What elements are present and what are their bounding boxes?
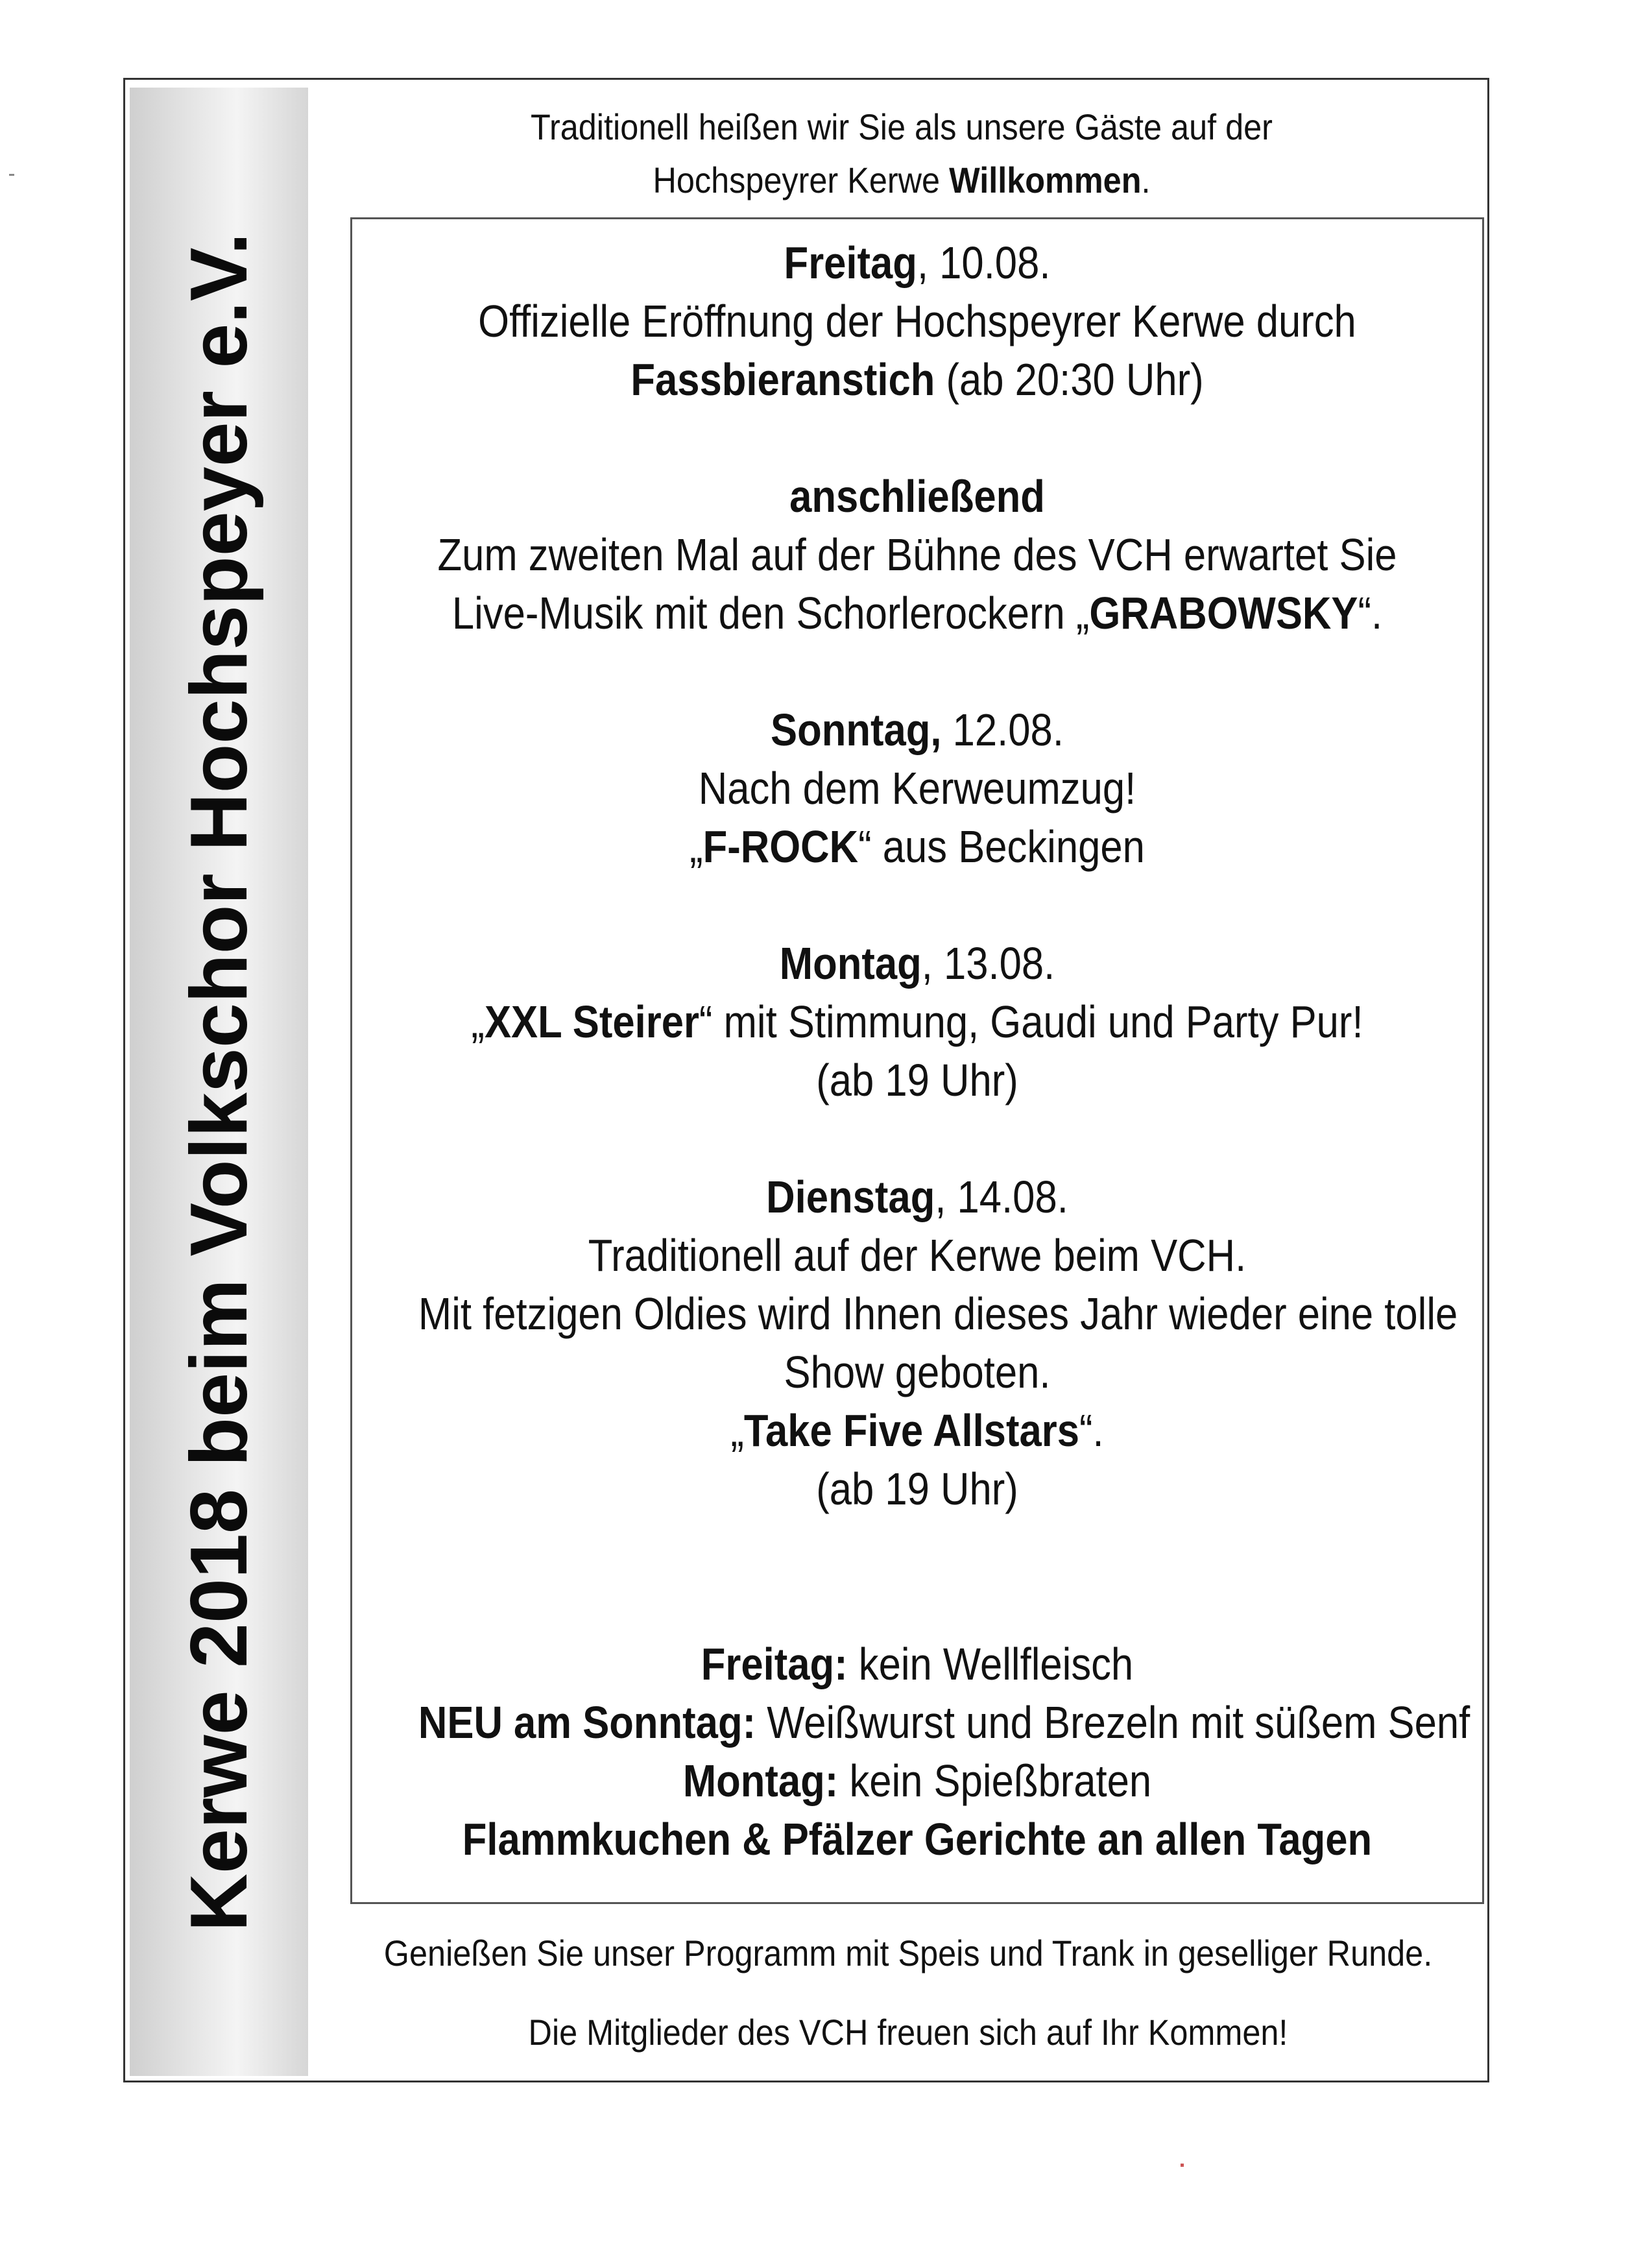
afterwards-heading: [418, 467, 1416, 525]
food-sunday: [418, 1693, 1470, 1752]
intro-text: [440, 101, 1363, 207]
tuesday-line-2: Mit fetzigen Oldies wird Ihnen dieses Jahr wieder eine tolle: [418, 1288, 1458, 1339]
afterwards-line-2: [418, 584, 1416, 642]
afterwards-line-2-prefix: Live-Musik mit den Schorlerockern „: [451, 588, 1090, 638]
program-list: [350, 234, 1484, 1868]
food-friday-text: kein Wellfleisch: [847, 1639, 1134, 1689]
scan-speck: [9, 174, 14, 176]
intro-line-2-prefix: Hochspeyrer Kerwe: [653, 160, 950, 200]
food-monday: [418, 1752, 1416, 1810]
tuesday-time: (ab 19 Uhr): [816, 1464, 1018, 1514]
sunday-day: Sonntag,: [771, 705, 942, 755]
monday-band-name: XXL Steirer: [484, 996, 699, 1047]
monday-band-suffix: “ mit Stimmung, Gaudi und Party Pur!: [699, 996, 1363, 1047]
sunday-band-name: F-ROCK: [702, 821, 859, 872]
food-friday: [418, 1635, 1416, 1693]
food-sunday-label: NEU am Sonntag:: [418, 1697, 756, 1748]
side-title: Kerwe 2018 beim Volkschor Hochspeyer e.V.: [174, 232, 264, 1932]
sunday-band-prefix: „: [690, 821, 703, 872]
afterwards-line-1: Zum zweiten Mal auf der Bühne des VCH erwartet Sie: [437, 529, 1397, 580]
food-sunday-text: Weißwurst und Brezeln mit süßem Senf: [756, 1697, 1470, 1748]
footer: [324, 1914, 1492, 2072]
tuesday-line-3: Show geboten.: [784, 1347, 1051, 1397]
friday-day: Freitag: [784, 237, 917, 288]
tuesday-date: , 14.08.: [935, 1172, 1068, 1222]
food-friday-label: Freitag:: [701, 1639, 848, 1689]
friday-heading: [418, 234, 1416, 292]
scan-speck: [1181, 2164, 1184, 2167]
sunday-band-suffix: “ aus Beckingen: [858, 821, 1145, 872]
monday-heading: [418, 934, 1416, 993]
intro-line-2-suffix: .: [1141, 160, 1151, 200]
monday-time: (ab 19 Uhr): [816, 1055, 1018, 1105]
friday-event: [418, 350, 1416, 409]
friday-date: , 10.08.: [917, 237, 1051, 288]
intro-line-1: Traditionell heißen wir Sie als unsere Gäste auf der: [531, 106, 1273, 147]
food-all-days: [418, 1810, 1416, 1868]
friday-event-name: Fassbieranstich: [630, 354, 935, 405]
tuesday-band-name: Take Five Allstars: [743, 1405, 1079, 1456]
food-monday-label: Montag:: [682, 1755, 839, 1806]
afterwards-line-2-suffix: “.: [1358, 588, 1383, 638]
tuesday-line-1: Traditionell auf der Kerwe beim VCH.: [588, 1230, 1247, 1281]
side-banner: [130, 88, 308, 2076]
food-monday-text: kein Spießbraten: [838, 1755, 1152, 1806]
sunday-date: 12.08.: [941, 705, 1064, 755]
footer-line-2: Die Mitglieder des VCH freuen sich auf Ihr Kommen!: [528, 2012, 1288, 2053]
tuesday-day: Dienstag: [766, 1172, 935, 1222]
intro-line-2: [440, 154, 1363, 207]
afterwards-band: GRABOWSKY: [1089, 588, 1358, 638]
tuesday-heading: [418, 1168, 1416, 1226]
tuesday-band-prefix: „: [730, 1405, 744, 1456]
monday-date: , 13.08.: [921, 938, 1055, 989]
afterwards-heading-text: anschließend: [789, 471, 1045, 522]
sunday-heading: [418, 701, 1416, 759]
friday-line-1: Offizielle Eröffnung der Hochspeyrer Kerwe durch: [478, 296, 1356, 346]
friday-event-time: (ab 20:30 Uhr): [935, 354, 1204, 405]
sunday-band: [418, 817, 1416, 876]
footer-line-1: Genießen Sie unser Programm mit Speis und Trank in geselliger Runde.: [383, 1933, 1433, 1973]
tuesday-band-suffix: “.: [1079, 1405, 1104, 1456]
intro-welcome: Willkommen: [949, 160, 1142, 200]
tuesday-band: [418, 1401, 1416, 1460]
monday-band: [418, 993, 1416, 1051]
food-all-days-text: Flammkuchen & Pfälzer Gerichte an allen Tagen: [462, 1814, 1373, 1864]
monday-band-prefix: „: [471, 996, 485, 1047]
monday-day: Montag: [779, 938, 922, 989]
sunday-line-1: Nach dem Kerweumzug!: [698, 763, 1136, 814]
